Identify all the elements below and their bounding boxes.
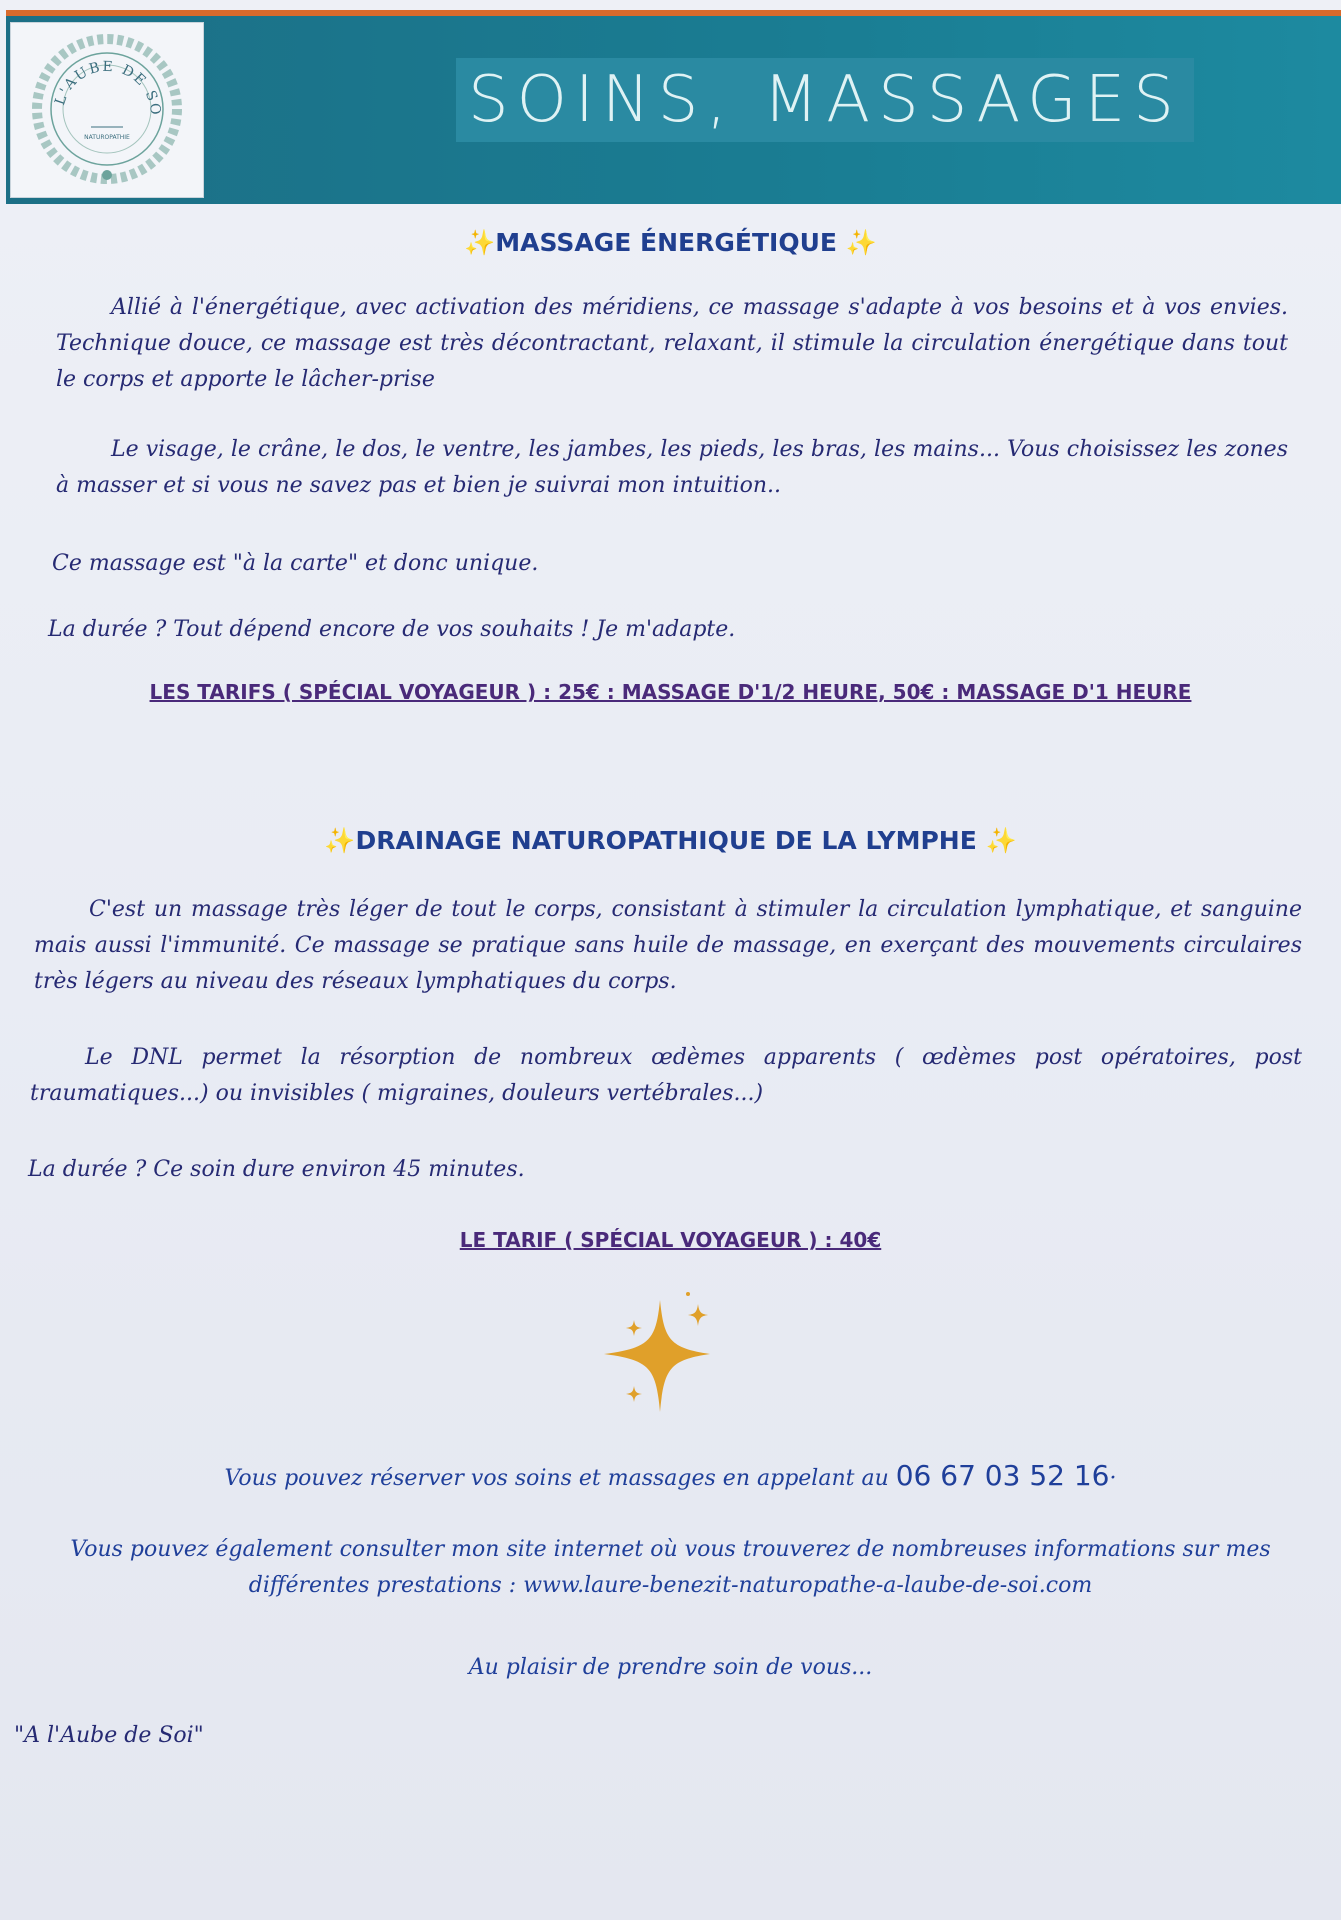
contact-line-3: Au plaisir de prendre soin de vous... xyxy=(468,1655,873,1680)
sparkle-icon: ✨ xyxy=(324,826,356,855)
massage-tarifs: LES TARIFS ( SPÉCIAL VOYAGEUR ) : 25€ : MASSAGE D'1/2 HEURE, 50€ : MASSAGE D'1 HEURE xyxy=(149,680,1192,704)
section-title-massage-text: MASSAGE ÉNERGÉTIQUE xyxy=(495,228,837,257)
massage-paragraph-4: La durée ? Tout dépend encore de vos souhaits ! Je m'adapte. xyxy=(48,617,736,642)
massage-paragraph-1: Allié à l'énergétique, avec activation des méridiens, ce massage s'adapte à vos besoins et à vos envies. Technique douce, ce massage est très décontractant, relaxant, il stimule la circulation énergétique dans tout le corps et apporte le lâcher-prise xyxy=(56,295,1288,392)
logo xyxy=(10,22,204,198)
big-sparkle-icon xyxy=(590,1290,730,1420)
drainage-tarif: LE TARIF ( SPÉCIAL VOYAGEUR ) : 40€ xyxy=(459,1228,882,1252)
contact-line-2: Vous pouvez également consulter mon site internet où vous trouverez de nombreuses informations sur mes différentes prestations : www.laure-benezit-naturopathe-a-laube-de-soi.com xyxy=(70,1537,1271,1598)
sparkle-icon: ✨ xyxy=(985,826,1017,855)
drainage-paragraph-1: C'est un massage très léger de tout le corps, consistant à stimuler la circulation lymphatique, et sanguine mais aussi l'immunité. Ce massage se pratique sans huile de massage, en exerçant des mouvements circulaires très légers au niveau des réseaux lymphatiques du corps. xyxy=(34,897,1302,994)
logo-wreath-icon xyxy=(11,23,203,197)
contact-line-1-end: · xyxy=(1109,1466,1117,1491)
page-title: SOINS, MASSAGES xyxy=(456,58,1194,142)
sparkle-icon: ✨ xyxy=(464,228,496,257)
logo-text-sub: NATUROPATHIE xyxy=(84,134,130,141)
contact-line-1-text: Vous pouvez réserver vos soins et massages en appelant au xyxy=(224,1466,889,1491)
section-title-drainage-text: DRAINAGE NATUROPATHIQUE DE LA LYMPHE xyxy=(355,826,977,855)
drainage-paragraph-3: La durée ? Ce soin dure environ 45 minutes. xyxy=(28,1157,525,1182)
contact-line-1 xyxy=(0,1458,1341,1497)
section-title-drainage xyxy=(0,826,1341,856)
phone-number[interactable]: 06 67 03 52 16 xyxy=(895,1459,1110,1492)
section-title-massage xyxy=(0,228,1341,258)
drainage-paragraph-2: Le DNL permet la résorption de nombreux œdèmes apparents ( œdèmes post opératoires, post traumatiques...) ou invisibles ( migraines, douleurs vertébrales...) xyxy=(30,1045,1302,1106)
massage-paragraph-2: Le visage, le crâne, le dos, le ventre, les jambes, les pieds, les bras, les mains... Vous choisissez les zones à masser et si vous ne savez pas et bien je suivrai mon intuition.. xyxy=(56,437,1288,498)
signature: "A l'Aube de Soi" xyxy=(14,1723,204,1748)
massage-paragraph-3: Ce massage est "à la carte" et donc unique. xyxy=(52,551,539,576)
sparkle-icon: ✨ xyxy=(845,228,877,257)
logo-text-top: L'AUBE DE SO xyxy=(52,58,164,118)
